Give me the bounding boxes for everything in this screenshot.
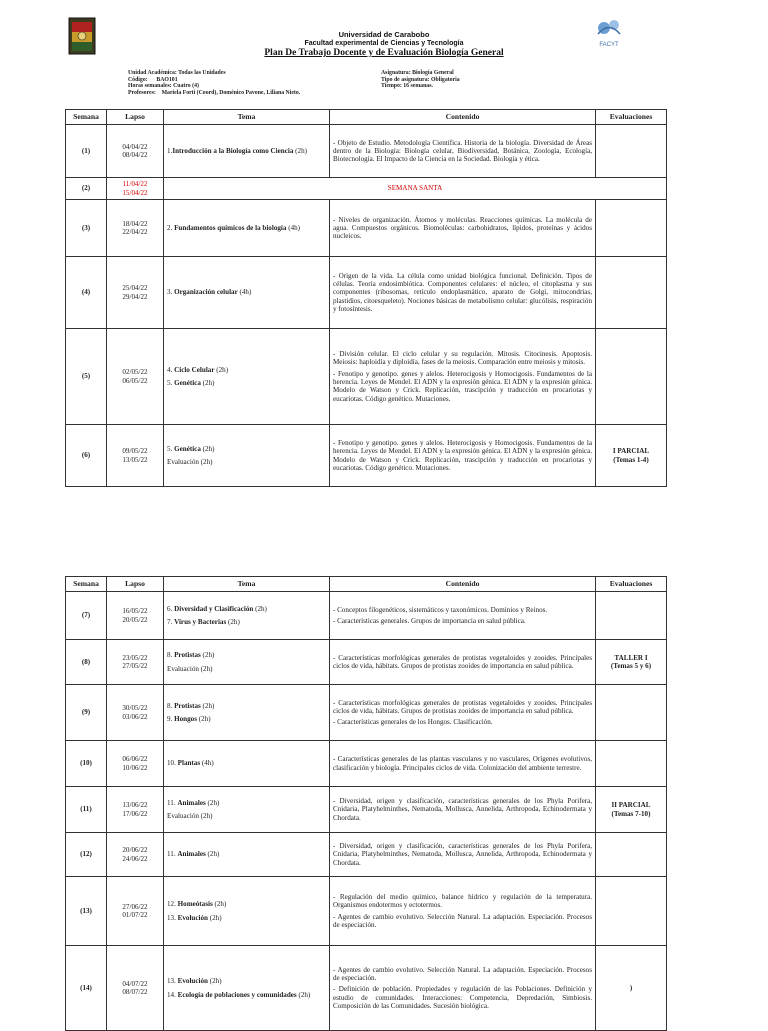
date-text: 04/07/22 (122, 979, 148, 988)
topic-title: Protistas (174, 651, 201, 660)
evaluation-cell (596, 741, 667, 787)
col-tema: Tema (164, 577, 330, 592)
topic-number: 8. (167, 651, 175, 660)
document-header (0, 0, 768, 110)
topic-number: 2. (167, 223, 175, 232)
content-cell (330, 877, 596, 946)
date-text: 18/04/22 (122, 219, 148, 228)
topic-cell (164, 877, 330, 946)
topic-title: Protistas (174, 701, 201, 710)
topic-hours: (2h) (208, 977, 222, 986)
week-number: (12) (66, 833, 107, 877)
topic-line (167, 147, 326, 155)
content-cell (330, 257, 596, 329)
topic-hours: Evaluación (2h) (167, 664, 213, 673)
week-number: (13) (66, 877, 107, 946)
topic-title: Animales (177, 850, 206, 859)
date-text: 29/04/22 (122, 292, 148, 301)
topic-line (167, 991, 326, 999)
topic-number: 13. (167, 977, 178, 986)
topic-title: Ecología de poblaciones y comunidades (177, 990, 297, 999)
evaluation-cell (596, 200, 667, 257)
topic-number: 13. (167, 913, 178, 922)
topic-number: 11. (167, 798, 178, 807)
topic-line (167, 900, 326, 908)
table-row (66, 741, 667, 787)
col-tema: Tema (164, 110, 330, 125)
evaluation-cell (596, 946, 667, 1031)
course-info-left (128, 70, 300, 96)
topic-line (167, 618, 326, 626)
university-name: Universidad de Carabobo (338, 30, 430, 39)
date-text: 22/04/22 (122, 228, 148, 236)
date-text: 01/07/22 (122, 911, 148, 919)
topic-hours: (2h) (214, 365, 229, 374)
topic-title: Plantas (177, 759, 201, 768)
topic-number: 12. (167, 900, 178, 909)
week-number: (7) (66, 592, 107, 640)
week-number: (5) (66, 329, 107, 425)
date-range (107, 877, 164, 946)
topic-cell (164, 787, 330, 833)
topic-hours: Evaluación (2h) (167, 458, 213, 466)
info-horas: Horas semanales: Cuatro (4) (128, 83, 199, 89)
date-text: 20/05/22 (122, 615, 148, 624)
date-text: 17/06/22 (122, 809, 148, 818)
week-number: (9) (66, 685, 107, 741)
date-text: 25/04/22 (122, 284, 148, 293)
topic-hours: (2h) (226, 618, 240, 626)
week-number: (1) (66, 125, 107, 178)
date-text: 13/06/22 (122, 801, 148, 810)
date-text: 16/05/22 (122, 607, 148, 616)
content-cell (330, 200, 596, 257)
schedule-table-1 (65, 109, 667, 487)
evaluation-text: TALLER I (614, 653, 648, 662)
topic-number: 1. (167, 146, 173, 155)
info-tipo: Tipo de asignatura: Obligatoria (381, 76, 460, 83)
topic-hours: (2h) (296, 990, 311, 999)
col-lapso: Lapso (107, 110, 164, 125)
content-paragraph: - Diversidad, origen y clasificación, características generales de los Phyla Porifera, Cnidaria, Platyhelminthes, Nematoda, Mollusca, Annelida, Arthropoda, Echinodermata y Chordata. (333, 842, 592, 867)
schedule-table-2 (65, 576, 667, 1031)
topic-cell (164, 329, 330, 425)
topic-line (167, 665, 326, 673)
date-range (107, 257, 164, 329)
topic-line (167, 445, 326, 453)
topic-hours: (2h) (200, 379, 215, 387)
topic-line (167, 288, 326, 296)
topic-number: 3. (167, 288, 175, 297)
date-text: 06/05/22 (122, 376, 148, 385)
table-row (66, 787, 667, 833)
topic-cell (164, 425, 330, 487)
content-cell (330, 125, 596, 178)
evaluation-text: II PARCIAL (611, 801, 651, 810)
evaluation-text: I PARCIAL (612, 447, 650, 456)
content-cell (330, 741, 596, 787)
content-paragraph: - Fenotipo y genotipo. genes y alelos. Heterocigosis y Homocigosis. Fundamentos de la herencia. Leyes de Mendel. El ADN y la expresión génica. El ADN y la expresión génica. Modelo de Watson y Crick. Replicación, trascipción y traducción en procariotas y eucariotas. Código genético. Mutaciones. (333, 369, 592, 403)
evaluation-cell (596, 329, 667, 425)
date-range (107, 200, 164, 257)
evaluation-text: (Temas 7-10) (611, 809, 651, 818)
content-paragraph: - Conceptos filogenéticos, sistemáticos y taxonómicos. Dominios y Reinos. (333, 605, 548, 614)
table-row (66, 592, 667, 640)
content-paragraph: - División celular. El ciclo celular y su regulación. Mitosis. Citocinesis. Apoptosis. Meiosis: haploidía y diploidía, fases de la meiosis. Comparación entre meiosis y mitosis. (333, 350, 592, 367)
date-text: 10/06/22 (122, 763, 148, 772)
content-paragraph: - Características morfológicas generales de protistas vegetaloides y zooides. Principales ciclos de vida, hábitats. Grupos de protistas zooides de importancia en salud pública. (333, 698, 592, 715)
faculty-name: Facultad experimental de Ciencias y Tecnología (304, 40, 464, 47)
topic-title: Evolución (177, 913, 208, 922)
week-number: (3) (66, 200, 107, 257)
date-text: 27/06/22 (122, 902, 148, 911)
table-row (66, 833, 667, 877)
date-text: 20/06/22 (122, 846, 148, 855)
content-paragraph: - Definición de población. Propiedades y regulación de las Poblaciones. Definición y estudio de comunidades. Interacciones: Competencia, Depredación, Simbiosis. Composición de las Comunidades. Sucesión biológica. (333, 985, 592, 1010)
date-range (107, 685, 164, 741)
date-range (107, 946, 164, 1031)
topic-number: 6. (167, 604, 175, 613)
content-paragraph: - Agentes de cambio evolutivo. Selección Natural. La adaptación. Especiación. Procesos de especiación. (333, 965, 592, 983)
date-range (107, 741, 164, 787)
evaluation-cell (596, 257, 667, 329)
topic-title: Hongos (174, 715, 197, 723)
topic-number: 10. (167, 759, 178, 768)
info-codigo: Código: BAO101 (128, 76, 178, 83)
topic-title: Diversidad y Clasificación (174, 604, 254, 613)
topic-number: 4. (167, 365, 175, 374)
topic-title: Genética (174, 444, 201, 453)
date-range (107, 787, 164, 833)
topic-cell (164, 257, 330, 329)
date-text: 27/05/22 (122, 662, 148, 670)
week-number: (4) (66, 257, 107, 329)
week-number: (8) (66, 640, 107, 685)
topic-title: Genética (174, 379, 201, 387)
col-contenido: Contenido (330, 110, 596, 125)
table-row (66, 178, 667, 200)
content-paragraph: - Características generales. Grupos de importancia en salud pública. (333, 617, 526, 625)
evaluation-text: (Temas 5 y 6) (610, 662, 652, 670)
topic-cell (164, 946, 330, 1031)
date-text: 24/06/22 (122, 854, 148, 863)
week-number: (14) (66, 946, 107, 1031)
content-cell (330, 592, 596, 640)
topic-line (167, 605, 326, 613)
topic-hours: (4h) (200, 759, 214, 768)
topic-line (167, 914, 326, 922)
date-text: 06/06/22 (122, 755, 148, 764)
date-range (107, 178, 164, 200)
evaluation-cell (596, 425, 667, 487)
content-paragraph: - Fenotipo y genotipo. genes y alelos. Heterocigosis y Homocigosis. Fundamentos de la herencia. Leyes de Mendel. El ADN y la expresión génica. El ADN y la expresión génica. Modelo de Watson y Crick. Replicación, trascipción y traducción en procariotas y eucariotas. Código genético. Mutaciones. (333, 438, 592, 472)
topic-cell (164, 200, 330, 257)
topic-title: Ciclo Celular (174, 365, 215, 374)
content-paragraph: - Niveles de organización. Átomos y moléculas. Reacciones químicas. La molécula de agua. Compuestos orgánicos. Biomoléculas: carbohidratos, lípidos, proteínas y ácidos nucleicos. (333, 215, 592, 241)
topic-hours: (2h) (212, 900, 227, 909)
table-row (66, 125, 667, 178)
evaluation-text: ) (629, 983, 633, 992)
evaluation-cell (596, 125, 667, 178)
content-paragraph: - Diversidad, origen y clasificación, características generales de los Phyla Porifera, Cnidaria, Platyhelminthes, Nematoda, Mollusca, Annelida, Arthropoda, Echinodermata y Chordata. (333, 797, 592, 822)
week-number: (11) (66, 787, 107, 833)
info-unidad: Unidad Académica: Todas las Unidades (128, 70, 226, 76)
table-row (66, 200, 667, 257)
date-range (107, 425, 164, 487)
topic-hours: (2h) (200, 701, 215, 710)
content-cell (330, 946, 596, 1031)
topic-hours: (2h) (205, 798, 220, 807)
topic-hours: (4h) (237, 288, 252, 297)
topic-line (167, 799, 326, 807)
evaluation-cell (596, 685, 667, 741)
date-range (107, 592, 164, 640)
topic-cell (164, 685, 330, 741)
table-header-row (66, 577, 667, 592)
topic-title: Homeótasis (177, 900, 213, 909)
topic-title: Evolución (177, 977, 208, 986)
date-text: 04/04/22 (122, 142, 148, 151)
topic-title: Virus y Bacterias (174, 618, 227, 626)
content-paragraph: - Características generales de los Hongos. Clasificación. (333, 718, 493, 727)
date-text: 03/06/22 (122, 712, 148, 721)
topic-line (167, 850, 326, 858)
evaluation-text: (Temas 1-4) (613, 455, 649, 464)
topic-number: 9. (167, 715, 175, 723)
col-semana: Semana (66, 110, 107, 125)
facyt-logo-text: FACYT (599, 42, 619, 48)
table-row (66, 946, 667, 1031)
col-evaluaciones: Evaluaciones (596, 577, 667, 592)
date-text: 23/05/22 (122, 653, 148, 662)
topic-number: 11. (167, 850, 178, 859)
topic-line (167, 812, 326, 820)
week-number: (6) (66, 425, 107, 487)
topic-line (167, 759, 326, 767)
plan-title: Plan De Trabajo Docente y de Evaluación Biología General (264, 48, 504, 58)
topic-title: Introducción a la Biología como Ciencia (172, 146, 294, 155)
topic-number: 5. (167, 444, 175, 453)
topic-cell (164, 640, 330, 685)
topic-line (167, 977, 326, 985)
content-cell (330, 787, 596, 833)
table-row (66, 329, 667, 425)
date-text: 08/07/22 (122, 988, 148, 996)
content-paragraph: - Regulación del medio químico, balance hídrico y regulación de la temperatura. Organismos endotermos y ectotermos. (333, 892, 592, 910)
topic-number: 8. (167, 701, 175, 710)
topic-line (167, 651, 326, 659)
content-cell (330, 425, 596, 487)
date-text: 02/05/22 (122, 368, 148, 377)
topic-hours: (2h) (200, 651, 215, 660)
topic-title: Animales (177, 798, 206, 807)
topic-line (167, 458, 326, 466)
info-tiempo: Tiempo: 16 semanas. (381, 83, 433, 89)
topic-line (167, 702, 326, 710)
content-paragraph: - Características morfológicas generales de protistas vegetaloides y zooides. Principales ciclos de vida, hábitats. Grupos de protistas zooides de importancia en salud pública. (333, 653, 592, 670)
topic-hours: (2h) (205, 850, 220, 859)
topic-hours: (2h) (200, 444, 215, 453)
holiday-label: SEMANA SANTA (164, 178, 667, 200)
info-asignatura: Asignatura: Biología General (381, 70, 454, 76)
date-range (107, 329, 164, 425)
table-row (66, 685, 667, 741)
table-row (66, 257, 667, 329)
date-text: 30/05/22 (122, 704, 148, 713)
col-semana: Semana (66, 577, 107, 592)
topic-number: 5. (167, 379, 175, 387)
topic-number: 7. (167, 618, 175, 626)
topic-title: Fundamentos químicos de la biología (174, 223, 287, 232)
table-row (66, 640, 667, 685)
date-text: 08/04/22 (122, 151, 148, 159)
content-cell (330, 833, 596, 877)
evaluation-cell (596, 833, 667, 877)
date-range (107, 640, 164, 685)
topic-hours: (2h) (196, 715, 211, 723)
evaluation-cell (596, 877, 667, 946)
topic-line (167, 379, 326, 387)
week-number: (2) (66, 178, 107, 200)
col-contenido: Contenido (330, 577, 596, 592)
date-range (107, 125, 164, 178)
date-text: 11/04/22 (122, 180, 148, 189)
date-range (107, 833, 164, 877)
content-paragraph: - Agentes de cambio evolutivo. Selección Natural. La adaptación. Especiación. Procesos de especiación. (333, 912, 592, 929)
col-evaluaciones: Evaluaciones (596, 110, 667, 125)
evaluation-cell (596, 592, 667, 640)
topic-hours: (4h) (286, 223, 301, 232)
topic-line (167, 715, 326, 723)
table-row (66, 425, 667, 487)
topic-number: 14. (167, 990, 178, 999)
evaluation-cell (596, 640, 667, 685)
topic-hours: (2h) (293, 146, 307, 155)
table-row (66, 877, 667, 946)
content-paragraph: - Características generales de las plantas vasculares y no vasculares, Orígenes evolutivos, clasificación y biología. Principales ciclos de vida. Colonización del ambiente terrestre. (333, 755, 592, 772)
col-lapso: Lapso (107, 577, 164, 592)
topic-hours: Evaluación (2h) (167, 812, 213, 820)
content-cell (330, 329, 596, 425)
date-text: 09/05/22 (122, 447, 148, 456)
date-text: 15/04/22 (122, 188, 148, 197)
topic-cell (164, 592, 330, 640)
topic-hours: (2h) (208, 913, 222, 922)
course-info-right (381, 70, 460, 90)
evaluation-cell (596, 787, 667, 833)
week-number: (10) (66, 741, 107, 787)
content-paragraph: - Objeto de Estudio. Metodología Científica. Historia de la biología. Diversidad de Áreas dentro de la Biología: Biología celular, Biodiversidad, Botánica, Zoología, Ecología, Biotecnología. El Impacto de la Ciencia en la Sociedad. Biología y ética. (333, 138, 592, 164)
topic-cell (164, 125, 330, 178)
topic-line (167, 224, 326, 232)
topic-title: Organización celular (174, 288, 238, 297)
topic-cell (164, 833, 330, 877)
topic-hours: (2h) (253, 604, 267, 613)
content-cell (330, 685, 596, 741)
info-profesores: Profesores: Mariela Forti (Coord), Doménico Pavone, Liliana Nieto. (128, 89, 301, 96)
date-text: 13/05/22 (122, 455, 148, 464)
topic-line (167, 366, 326, 374)
content-cell (330, 640, 596, 685)
content-paragraph: - Origen de la vida. La célula como unidad biológica funcional. Definición. Tipos de células. Teoría endosimbiótica. Componentes celulares: el núcleo, el citoplasma y sus componentes (ribosomas, retículo endoplasmático, aparato de Golgi, mitocondrias, plastidios, citoesqueleto). Nociones básicas de metabolismo celular: glucólisis, respiración y fotosíntesis. (333, 271, 592, 313)
table-header-row (66, 110, 667, 125)
topic-cell (164, 741, 330, 787)
